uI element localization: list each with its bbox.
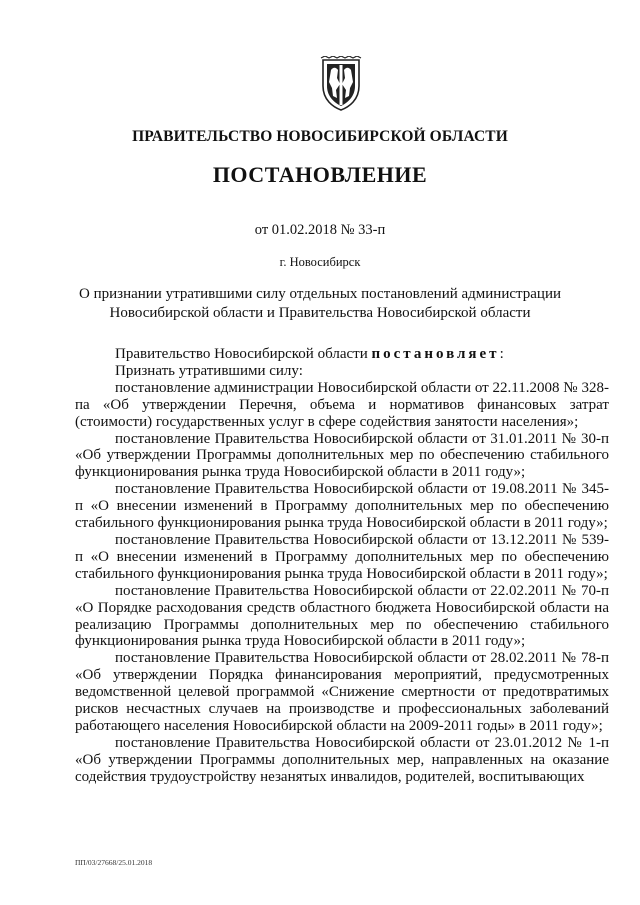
document-body	[75, 346, 609, 786]
list-item: постановление Правительства Новосибирской области от 13.12.2011 № 539-п «О внесении изменений в Программу дополнительных мер по обеспечению стабильного функционирования рынка труда Новосибирской области в 2011 году»;	[75, 531, 609, 582]
city: г. Новосибирск	[279, 255, 361, 269]
recognize-paragraph: Признать утратившими силу:	[115, 362, 303, 379]
document-subject: О признании утратившими силу отдельных постановлений администрации Новосибирской области и Правительства Новосибирской области	[79, 286, 561, 321]
decree-keyword: постановляет	[371, 346, 500, 362]
intro-paragraph: Правительство Новосибирской области постановляет:	[115, 346, 504, 362]
list-item: постановление администрации Новосибирской области от 22.11.2008 № 328-па «Об утверждении Перечня, объема и нормативов финансовых затрат (стоимости) государственных услуг в сфере содействия занятости населения»;	[75, 379, 609, 430]
document-code: ПП/03/27668/25.01.2018	[75, 858, 153, 867]
coat-of-arms-icon	[317, 56, 365, 112]
list-item: постановление Правительства Новосибирской области от 28.02.2011 № 78-п «Об утверждении Порядка финансирования мероприятий, предусмотренных ведомственной целевой программой «Снижение смертности от предотвратимых рисков несчастных случаев на производстве и профессиональных заболеваний работающего населения Новосибирской области на 2009-2011 годы» в 2011 году»;	[75, 650, 609, 734]
list-item: постановление Правительства Новосибирской области от 19.08.2011 № 345-п «О внесении изменений в Программу дополнительных мер по обеспечению стабильного функционирования рынка труда Новосибирской области в 2011 году»;	[75, 481, 609, 532]
org-title: ПРАВИТЕЛЬСТВО НОВОСИБИРСКОЙ ОБЛАСТИ	[132, 128, 508, 145]
list-item: постановление Правительства Новосибирской области от 23.01.2012 № 1-п «Об утверждении Программы дополнительных мер, направленных на оказание содействия трудоустройству незанятых инвалидов, родителей, воспитывающих	[75, 734, 609, 785]
list-item: постановление Правительства Новосибирской области от 31.01.2011 № 30-п «Об утверждении Программы дополнительных мер по обеспечению стабильного функционирования рынка труда Новосибирской области в 2011 году»;	[75, 430, 609, 481]
list-item: постановление Правительства Новосибирской области от 22.02.2011 № 70-п «О Порядке расходования средств областного бюджета Новосибирской области на реализацию Программы дополнительных мер по обеспечению стабильного функционирования рынка труда Новосибирской области в 2011 году»;	[75, 582, 609, 650]
document-type: ПОСТАНОВЛЕНИЕ	[212, 162, 428, 187]
date-number: от 01.02.2018 № 33-п	[254, 222, 386, 238]
